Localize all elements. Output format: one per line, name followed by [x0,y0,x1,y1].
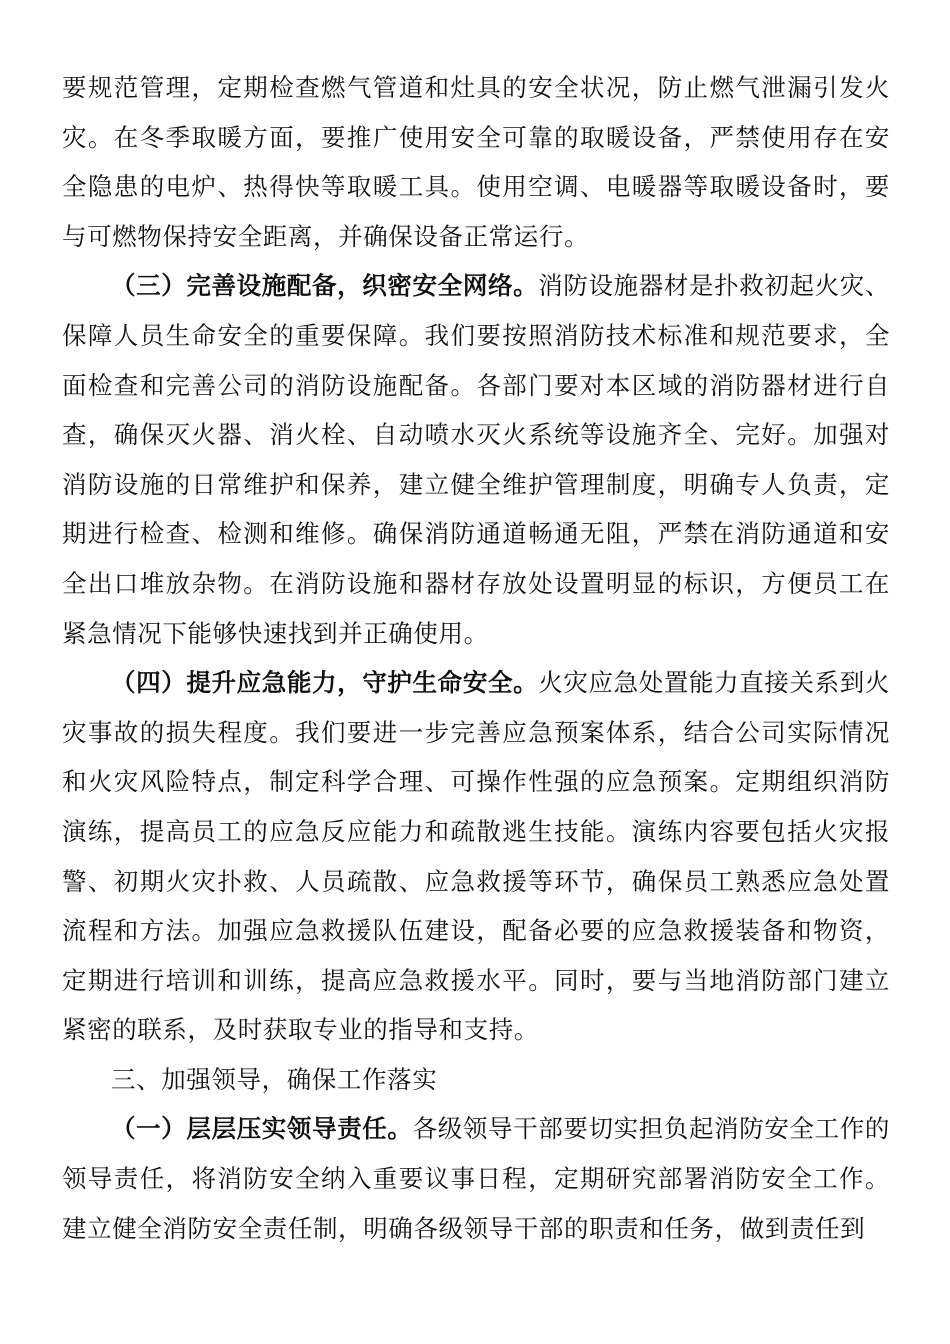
section-heading-text: 三、加强领导，确保工作落实 [111,1064,438,1094]
paragraph-text: 各级领导干部要切实担负起消防安全工作的领导责任，将消防安全纳入重要议事日程，定期研究部署消防安全工作。建立健全消防安全责任制，明确各级领导干部的职责和任务，做到责任到 [62,1114,890,1243]
paragraph-facilities [62,261,890,658]
paragraph-text: 火灾应急处置能力直接关系到火灾事故的损失程度。我们要进一步完善应急预案体系，结合公司实际情况和火灾风险特点，制定科学合理、可操作性强的应急预案。定期组织消防演练，提高员工的应急反应能力和疏散逃生技能。演练内容要包括火灾报警、初期火灾扑救、人员疏散、应急救援等环节，确保员工熟悉应急处置流程和方法。加强应急救援队伍建设，配备必要的应急救援装备和物资，定期进行培训和训练，提高应急救援水平。同时，要与当地消防部门建立紧密的联系，及时获取专业的指导和支持。 [62,668,890,1045]
paragraph-lead: （一）层层压实领导责任。 [111,1114,413,1144]
paragraph-emergency [62,658,890,1055]
paragraph-leadership [62,1104,890,1253]
paragraph-continuation [62,63,890,261]
section-heading [62,1055,890,1105]
paragraph-lead: （四）提升应急能力，守护生命安全。 [111,668,539,698]
paragraph-text: 要规范管理，定期检查燃气管道和灶具的安全状况，防止燃气泄漏引发火灾。在冬季取暖方面，要推广使用安全可靠的取暖设备，严禁使用存在安全隐患的电炉、热得快等取暖工具。使用空调、电暖器等取暖设备时，要与可燃物保持安全距离，并确保设备正常运行。 [62,73,890,251]
paragraph-lead: （三）完善设施配备，织密安全网络。 [111,271,539,301]
document-page [62,63,890,1253]
paragraph-text: 消防设施器材是扑救初起火灾、保障人员生命安全的重要保障。我们要按照消防技术标准和规范要求，全面检查和完善公司的消防设施配备。各部门要对本区域的消防器材进行自查，确保灭火器、消火栓、自动喷水灭火系统等设施齐全、完好。加强对消防设施的日常维护和保养，建立健全维护管理制度，明确专人负责，定期进行检查、检测和维修。确保消防通道畅通无阻，严禁在消防通道和安全出口堆放杂物。在消防设施和器材存放处设置明显的标识，方便员工在紧急情况下能够快速找到并正确使用。 [62,271,890,648]
